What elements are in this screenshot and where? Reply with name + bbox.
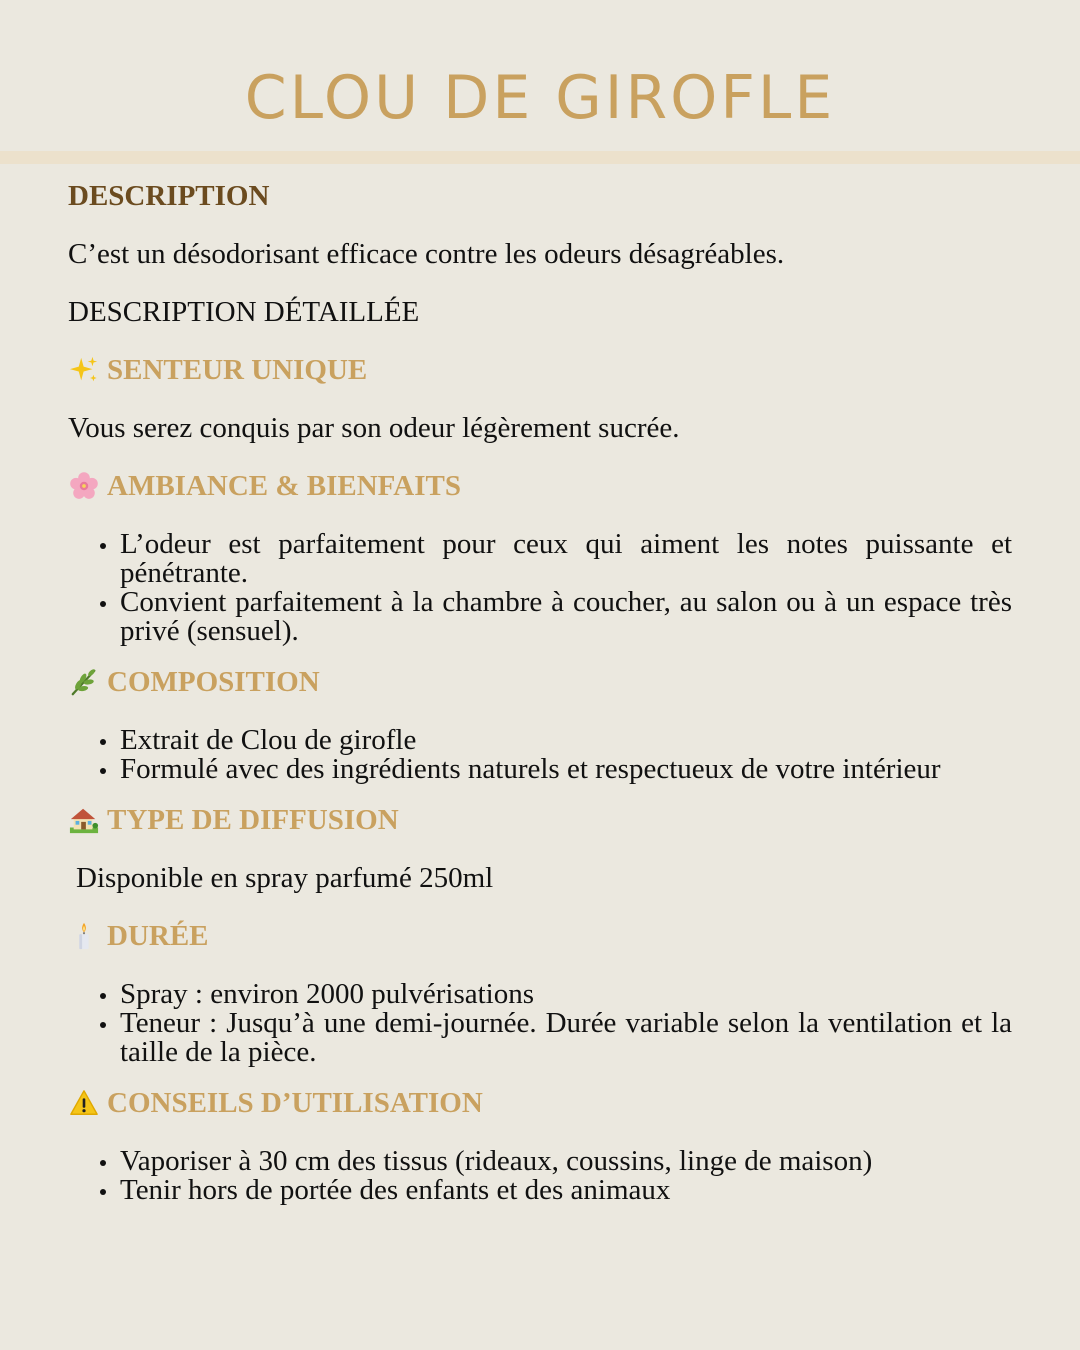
- list-item: Convient parfaitement à la chambre à coucher, au salon ou à un espace très privé (sensuel).: [120, 586, 1012, 647]
- list-item: L’odeur est parfaitement pour ceux qui aiment les notes puissante et pénétrante.: [120, 528, 1012, 589]
- detailed-description-heading: DESCRIPTION DÉTAILLÉE: [68, 296, 420, 328]
- list-item: Teneur : Jusqu’à une demi-journée. Durée variable selon la ventilation et la taille de la pièce.: [120, 1007, 1012, 1068]
- candle-icon: [68, 920, 100, 952]
- section-heading-duree: [68, 914, 1012, 958]
- section-title: TYPE DE DIFFUSION: [107, 804, 399, 836]
- conseils-list: [68, 1139, 1012, 1205]
- section-heading-ambiance: [68, 464, 1012, 508]
- ambiance-list: [68, 522, 1012, 646]
- product-description: [68, 174, 1012, 1219]
- cherry-blossom-icon: [68, 470, 100, 502]
- composition-list: [68, 718, 1012, 784]
- list-item: Extrait de Clou de girofle: [120, 726, 1012, 755]
- section-heading-conseils: [68, 1081, 1012, 1125]
- section-title: CONSEILS D’UTILISATION: [107, 1087, 483, 1119]
- list-item: Vaporiser à 30 cm des tissus (rideaux, coussins, linge de maison): [120, 1147, 1012, 1176]
- senteur-text: Vous serez conquis par son odeur légèrement sucrée.: [68, 412, 680, 444]
- section-heading-diffusion: [68, 798, 1012, 842]
- list-item: Formulé avec des ingrédients naturels et respectueux de votre intérieur: [120, 755, 1012, 784]
- section-heading-composition: [68, 660, 1012, 704]
- description-text: C’est un désodorisant efficace contre les odeurs désagréables.: [68, 238, 785, 270]
- section-title: COMPOSITION: [107, 666, 320, 698]
- herb-icon: [68, 666, 100, 698]
- diffusion-text: Disponible en spray parfumé 250ml: [76, 862, 494, 894]
- list-item: Spray : environ 2000 pulvérisations: [120, 980, 1012, 1009]
- title-divider: [0, 151, 1080, 164]
- section-title: DURÉE: [107, 920, 209, 952]
- section-title: SENTEUR UNIQUE: [107, 354, 368, 386]
- duree-list: [68, 972, 1012, 1067]
- section-title: AMBIANCE & BIENFAITS: [107, 470, 461, 502]
- warning-icon: [68, 1087, 100, 1119]
- description-heading: DESCRIPTION: [68, 180, 270, 212]
- page-title: CLOU DE GIROFLE: [244, 63, 836, 133]
- list-item: Tenir hors de portée des enfants et des animaux: [120, 1176, 1012, 1205]
- section-heading-senteur: [68, 348, 1012, 392]
- house-with-garden-icon: [68, 804, 100, 836]
- sparkles-icon: [68, 354, 100, 386]
